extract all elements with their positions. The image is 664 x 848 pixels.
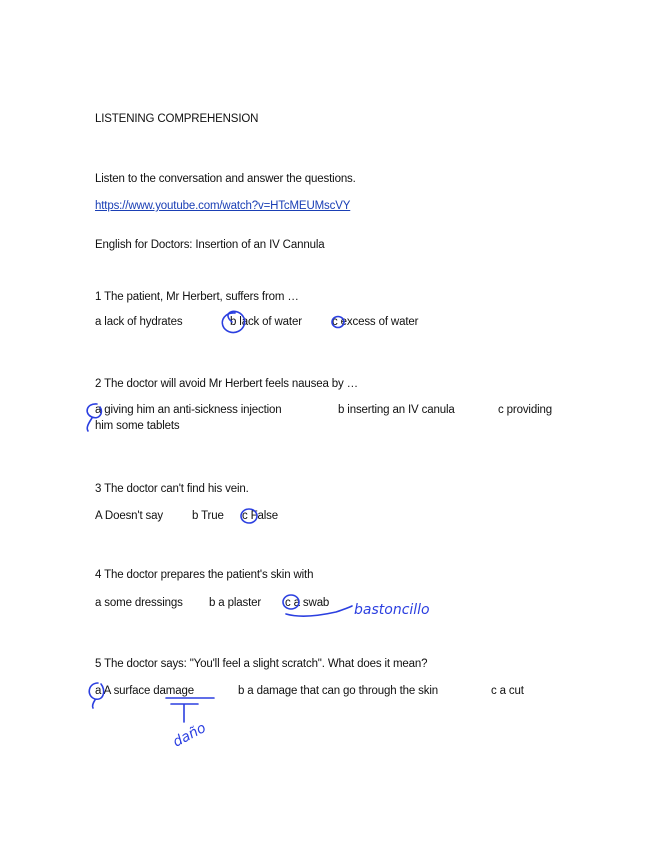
question-prompt: 4 The doctor prepares the patient's skin with <box>95 569 314 581</box>
worksheet-title: LISTENING COMPREHENSION <box>95 113 259 125</box>
option-a[interactable]: a some dressings <box>95 597 183 609</box>
t-mark-q5 <box>171 704 198 722</box>
option-a[interactable]: A Doesn't say <box>95 510 164 522</box>
question-prompt: 5 The doctor says: "You'll feel a slight scratch". What does it mean? <box>95 658 428 670</box>
question-prompt: 2 The doctor will avoid Mr Herbert feels nausea by … <box>95 378 359 390</box>
option-c[interactable]: c a cut <box>491 685 524 697</box>
option-b[interactable]: b inserting an IV canula <box>338 404 455 416</box>
question-prompt: 3 The doctor can't find his vein. <box>95 483 249 495</box>
instructions: Listen to the conversation and answer the questions. <box>95 173 356 185</box>
video-title: English for Doctors: Insertion of an IV Cannula <box>95 239 325 251</box>
option-b[interactable]: b a damage that can go through the skin <box>238 685 439 697</box>
note-q4: bastoncillo <box>354 602 430 618</box>
option-c[interactable]: c excess of water <box>332 316 419 328</box>
option-c[interactable]: c providing <box>498 404 552 416</box>
option-b[interactable]: b True <box>192 510 224 522</box>
option-b[interactable]: b lack of water <box>230 316 302 328</box>
option-a[interactable]: a giving him an anti-sickness injection <box>95 404 282 416</box>
option-b[interactable]: b a plaster <box>209 597 262 609</box>
option-c[interactable]: c a swab <box>285 597 330 609</box>
option-a[interactable]: a lack of hydrates <box>95 316 183 328</box>
option-c[interactable]: c False <box>242 510 279 522</box>
question-prompt: 1 The patient, Mr Herbert, suffers from … <box>95 291 299 303</box>
note-q5: daño <box>170 720 209 751</box>
video-link[interactable]: https://www.youtube.com/watch?v=HTcMEUMscVY <box>95 200 351 212</box>
option-a[interactable]: a A surface damage <box>95 685 194 697</box>
option-c-continuation: him some tablets <box>95 420 180 432</box>
